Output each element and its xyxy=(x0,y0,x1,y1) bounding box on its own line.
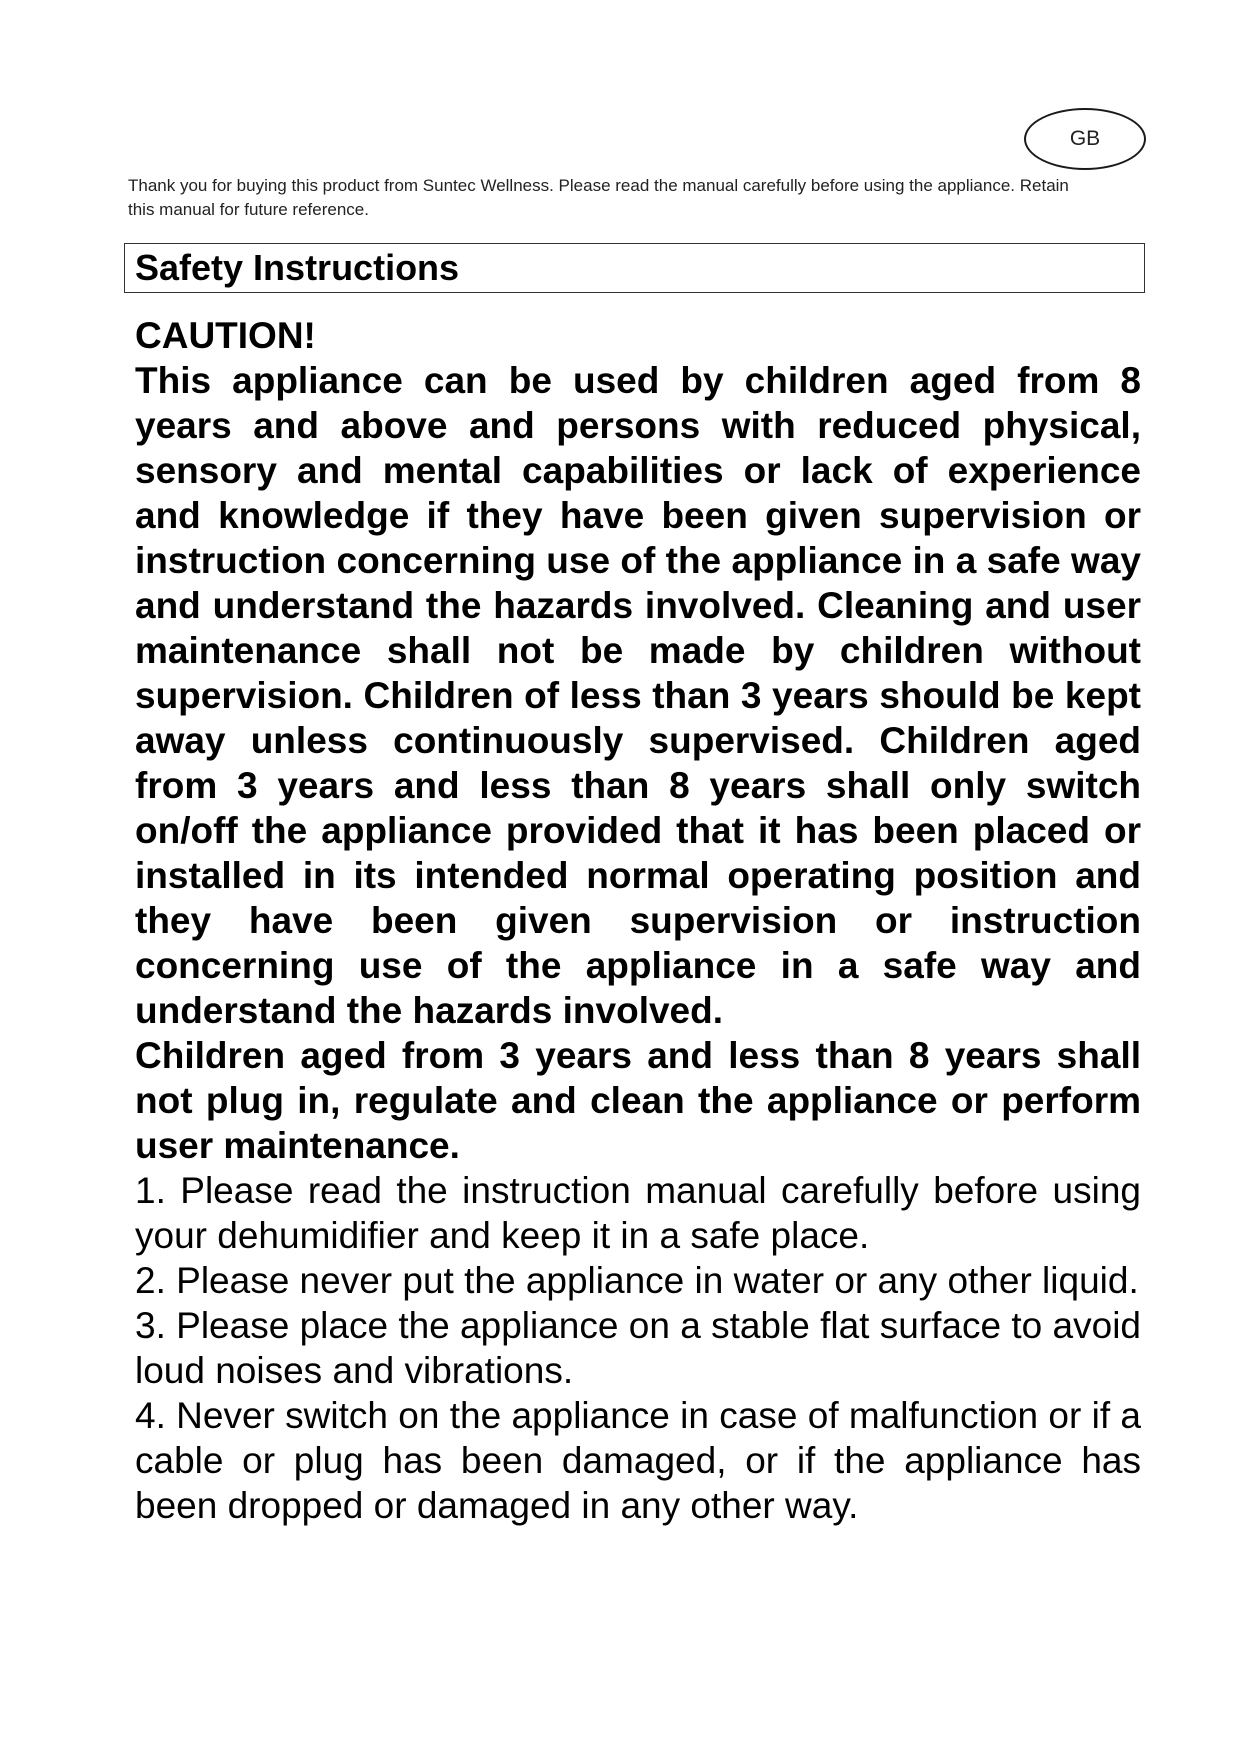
instruction-item: 3. Please place the appliance on a stable flat surface to avoid loud noises and vibrations. xyxy=(135,1305,1141,1391)
safety-content xyxy=(135,313,1141,1528)
caution-heading: CAUTION! xyxy=(135,315,316,356)
intro-text: Thank you for buying this product from Suntec Wellness. Please read the manual carefully before using the appliance. Retain this manual for future reference. xyxy=(128,176,1069,219)
section-title: Safety Instructions xyxy=(135,247,460,288)
section-header-box xyxy=(124,243,1145,293)
instruction-item: 1. Please read the instruction manual carefully before using your dehumidifier and keep it in a safe place. xyxy=(135,1170,1141,1256)
instruction-item: 2. Please never put the appliance in water or any other liquid. xyxy=(135,1260,1139,1301)
language-badge: GB xyxy=(1024,108,1146,170)
caution-paragraph: Children aged from 3 years and less than 8 years shall not plug in, regulate and clean the appliance or perform user maintenance. xyxy=(135,1035,1141,1166)
instruction-item: 4. Never switch on the appliance in case of malfunction or if a cable or plug has been damaged, or if the appliance has been dropped or damaged in any other way. xyxy=(135,1395,1141,1526)
caution-paragraph: This appliance can be used by children aged from 8 years and above and persons with reduced physical, sensory and mental capabilities or lack of experience and knowledge if they have been given supervision or instruction concerning use of the appliance in a safe way and understand the hazards involved. Cleaning and user maintenance shall not be made by children without supervision. Children of less than 3 years should be kept away unless continuously supervised. Children aged from 3 years and less than 8 years shall only switch on/off the appliance provided that it has been placed or installed in its intended normal operating position and they have been given supervision or instruction concerning use of the appliance in a safe way and understand the hazards involved. xyxy=(135,360,1141,1031)
